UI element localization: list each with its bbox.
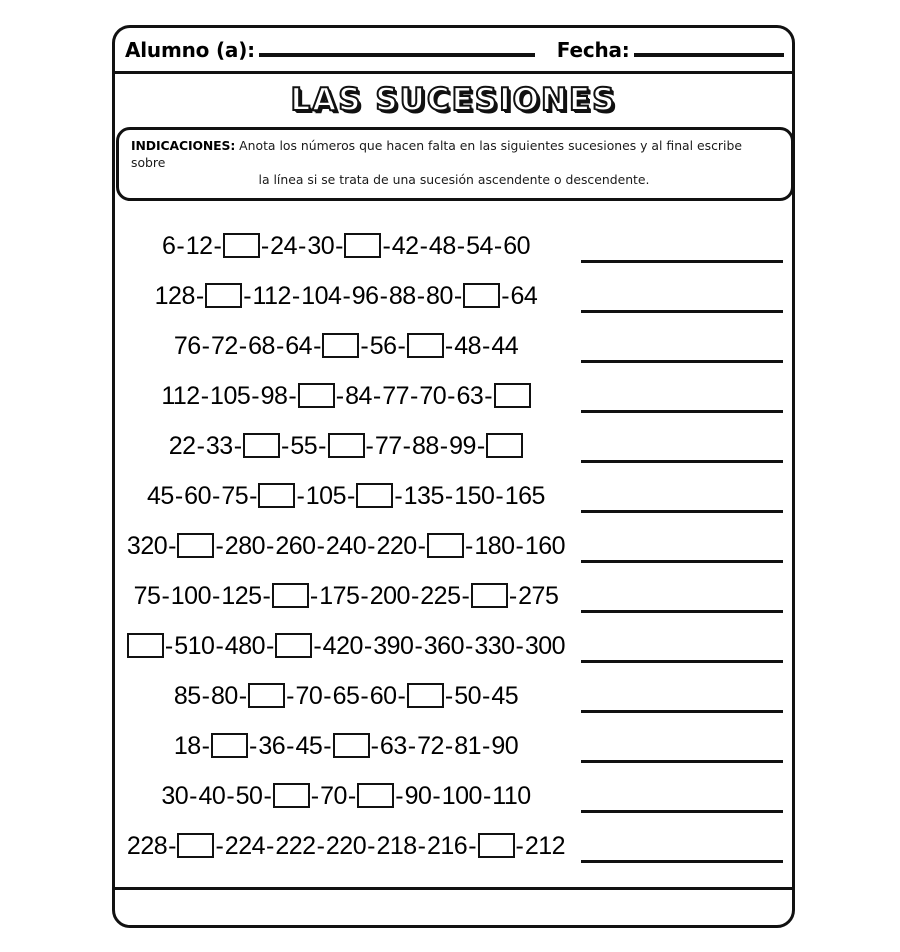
sequence-terms [115, 731, 577, 760]
sequence-number: 75 [221, 481, 249, 510]
sequence-separator: - [215, 831, 224, 860]
sequence-separator: - [243, 281, 252, 310]
sequence-number: 76 [173, 331, 201, 360]
sequence-terms [115, 781, 577, 810]
sequence-separator: - [432, 781, 441, 810]
sequence-separator: - [316, 531, 325, 560]
sequence-separator: - [444, 331, 454, 360]
answer-writing-line[interactable] [581, 410, 783, 413]
missing-number-box[interactable] [427, 533, 464, 558]
sequence-separator: - [365, 431, 374, 460]
sequence-separator: - [263, 781, 272, 810]
sequence-separator: - [360, 331, 369, 360]
sequence-separator: - [168, 831, 177, 860]
sequence-separator: - [281, 431, 290, 460]
missing-number-box[interactable] [463, 283, 500, 308]
sequence-number: 220 [325, 831, 367, 860]
sequence-number: 75 [133, 581, 161, 610]
sequence-row [115, 621, 792, 671]
sequence-number: 100 [441, 781, 482, 810]
sequence-number: 88 [388, 281, 416, 310]
sequence-number: 70 [295, 681, 323, 710]
sequence-separator: - [397, 681, 406, 710]
sequence-number: 45 [491, 681, 519, 710]
sequence-number: 64 [285, 331, 313, 360]
sequence-number: 6 [161, 231, 176, 260]
sequence-separator: - [266, 631, 275, 660]
answer-writing-line[interactable] [581, 560, 783, 563]
sequence-number: 60 [503, 231, 531, 260]
sequence-number: 390 [373, 631, 414, 660]
sequence-separator: - [233, 431, 243, 460]
sequence-number: 36 [258, 731, 286, 760]
sequence-separator: - [439, 431, 449, 460]
answer-writing-line[interactable] [581, 760, 783, 763]
sequence-terms [115, 381, 577, 410]
missing-number-box[interactable] [357, 783, 394, 808]
sequence-separator: - [493, 231, 503, 260]
sequence-number: 260 [275, 531, 316, 560]
sequence-list [115, 221, 792, 871]
sequence-separator: - [313, 631, 322, 660]
sequence-number: 224 [224, 831, 266, 860]
student-name-writing-line[interactable] [259, 53, 536, 57]
sequence-separator: - [363, 631, 373, 660]
sequence-number: 72 [210, 331, 238, 360]
sequence-number: 22 [168, 431, 196, 460]
sequence-terms [115, 831, 577, 860]
sequence-number: 225 [420, 581, 461, 610]
sequence-separator: - [266, 831, 275, 860]
sequence-separator: - [416, 281, 426, 310]
sequence-number: 90 [404, 781, 432, 810]
missing-number-box[interactable] [486, 433, 523, 458]
sequence-number: 228 [126, 831, 168, 860]
sequence-number: 110 [492, 781, 531, 810]
sequence-separator: - [174, 481, 184, 510]
sequence-number: 510 [174, 631, 215, 660]
sequence-separator: - [286, 731, 295, 760]
sequence-separator: - [316, 831, 325, 860]
sequence-separator: - [211, 581, 221, 610]
sequence-separator: - [484, 381, 493, 410]
missing-number-box[interactable] [322, 333, 359, 358]
sequence-row [115, 721, 792, 771]
instructions-box [116, 127, 794, 201]
sequence-number: 128 [154, 281, 195, 310]
sequence-separator: - [468, 831, 477, 860]
sequence-separator: - [262, 581, 271, 610]
sequence-terms [115, 281, 577, 310]
sequence-number: 99 [449, 431, 476, 460]
sequence-separator: - [444, 731, 454, 760]
sequence-number: 80 [426, 281, 453, 310]
sequence-separator: - [347, 481, 356, 510]
sequence-terms [115, 681, 577, 710]
sequence-number: 360 [423, 631, 464, 660]
missing-number-box[interactable] [223, 233, 260, 258]
sequence-row [115, 271, 792, 321]
sequence-separator: - [196, 431, 205, 460]
missing-number-box[interactable] [407, 683, 444, 708]
sequence-separator: - [476, 431, 486, 460]
sequence-separator: - [164, 631, 174, 660]
sequence-separator: - [286, 681, 295, 710]
missing-number-box[interactable] [478, 833, 515, 858]
sequence-number: 45 [295, 731, 323, 760]
sequence-number: 222 [275, 831, 316, 860]
sequence-terms [115, 581, 577, 610]
sequence-number: 40 [198, 781, 226, 810]
sequence-row [115, 521, 792, 571]
sequence-separator: - [249, 481, 258, 510]
sequence-number: 320 [126, 531, 168, 560]
answer-writing-line[interactable] [581, 810, 783, 813]
sequence-number: 280 [224, 531, 266, 560]
answer-writing-line[interactable] [581, 710, 783, 713]
sequence-separator: - [370, 731, 379, 760]
sequence-separator: - [291, 281, 301, 310]
sequence-separator: - [410, 381, 419, 410]
sequence-number: 100 [170, 581, 211, 610]
date-label: Fecha: [556, 37, 630, 62]
sequence-terms [115, 231, 577, 260]
sequence-separator: - [407, 731, 417, 760]
sequence-row [115, 471, 792, 521]
sequence-separator: - [419, 231, 428, 260]
sequence-row [115, 771, 792, 821]
sequence-separator: - [275, 331, 285, 360]
sequence-separator: - [226, 781, 235, 810]
sequence-number: 84 [345, 381, 372, 410]
answer-writing-line[interactable] [581, 510, 783, 513]
sequence-row [115, 421, 792, 471]
sequence-number: 160 [524, 531, 566, 560]
sequence-number: 480 [224, 631, 266, 660]
sequence-number: 12 [185, 231, 213, 260]
sequence-separator: - [456, 231, 466, 260]
sequence-number: 240 [325, 531, 367, 560]
sequence-number: 70 [320, 781, 347, 810]
sequence-row [115, 221, 792, 271]
sequence-number: 90 [491, 731, 519, 760]
sequence-separator: - [394, 481, 403, 510]
sequence-number: 48 [428, 231, 456, 260]
sequence-separator: - [215, 631, 224, 660]
sequence-separator: - [248, 731, 258, 760]
sequence-number: 65 [332, 681, 360, 710]
sequence-separator: - [335, 381, 345, 410]
sequence-separator: - [515, 831, 524, 860]
sequence-separator: - [195, 281, 205, 310]
sequence-number: 96 [351, 281, 379, 310]
sequence-number: 150 [454, 481, 495, 510]
sequence-separator: - [238, 681, 248, 710]
sequence-number: 165 [504, 481, 545, 510]
sequence-number: 80 [210, 681, 238, 710]
sequence-number: 216 [426, 831, 468, 860]
sequence-number: 88 [411, 431, 439, 460]
sequence-number: 212 [524, 831, 566, 860]
missing-number-box[interactable] [356, 483, 393, 508]
missing-number-box[interactable] [273, 783, 310, 808]
sequence-number: 175 [319, 581, 360, 610]
sequence-number: 220 [376, 531, 417, 560]
student-date-header [115, 28, 792, 71]
sequence-number: 60 [184, 481, 211, 510]
sequence-separator: - [501, 281, 510, 310]
sequence-number: 48 [454, 331, 482, 360]
sequence-number: 24 [270, 231, 297, 260]
missing-number-box[interactable] [298, 383, 335, 408]
sequence-number: 104 [301, 281, 342, 310]
sequence-separator: - [417, 531, 426, 560]
sequence-number: 81 [454, 731, 482, 760]
sequence-number: 330 [474, 631, 515, 660]
sequence-separator: - [367, 831, 376, 860]
sequence-number: 105 [210, 381, 251, 410]
student-name-label: Alumno (a): [125, 37, 255, 62]
sequence-separator: - [309, 581, 319, 610]
sequence-separator: - [342, 281, 351, 310]
sequence-number: 64 [510, 281, 538, 310]
sequence-number: 63 [456, 381, 484, 410]
sequence-separator: - [211, 481, 221, 510]
sequence-terms [115, 481, 577, 510]
answer-writing-line[interactable] [581, 360, 783, 363]
sequence-separator: - [382, 231, 391, 260]
missing-number-box[interactable] [328, 433, 365, 458]
title-container [115, 74, 792, 126]
worksheet-sheet [112, 25, 795, 928]
sequence-separator: - [260, 231, 270, 260]
missing-number-box[interactable] [272, 583, 309, 608]
sequence-separator: - [508, 581, 518, 610]
sequence-number: 50 [454, 681, 482, 710]
sequence-number: 77 [382, 381, 410, 410]
sequence-number: 50 [235, 781, 263, 810]
sequence-number: 63 [379, 731, 407, 760]
sequence-separator: - [360, 581, 369, 610]
sequence-row [115, 371, 792, 421]
missing-number-box[interactable] [177, 833, 214, 858]
sequence-number: 135 [403, 481, 444, 510]
sequence-number: 85 [173, 681, 201, 710]
sequence-number: 33 [205, 431, 233, 460]
sequence-separator: - [395, 781, 404, 810]
sequence-number: 18 [173, 731, 201, 760]
sequence-separator: - [201, 681, 210, 710]
date-writing-line[interactable] [634, 53, 784, 57]
sequence-separator: - [168, 531, 177, 560]
instructions-text [131, 137, 777, 188]
sequence-separator: - [323, 681, 332, 710]
sequence-number: 112 [252, 281, 291, 310]
missing-number-box[interactable] [407, 333, 444, 358]
instructions-lead-label: INDICACIONES: [131, 138, 236, 153]
missing-number-box[interactable] [243, 433, 280, 458]
sequence-separator: - [323, 731, 332, 760]
answer-writing-line[interactable] [581, 260, 783, 263]
sequence-number: 54 [466, 231, 493, 260]
sequence-separator: - [482, 331, 491, 360]
sequence-separator: - [360, 681, 369, 710]
sequence-number: 180 [474, 531, 515, 560]
sequence-number: 60 [369, 681, 397, 710]
sequence-number: 420 [322, 631, 363, 660]
sequence-number: 30 [307, 231, 335, 260]
sequence-separator: - [495, 481, 504, 510]
sequence-separator: - [251, 381, 260, 410]
sequence-separator: - [335, 231, 344, 260]
sequence-number: 275 [518, 581, 559, 610]
sequence-separator: - [347, 781, 357, 810]
sequence-separator: - [296, 481, 305, 510]
sequence-separator: - [189, 781, 198, 810]
sequence-number: 77 [374, 431, 402, 460]
sequence-number: 72 [417, 731, 444, 760]
sequence-separator: - [417, 831, 426, 860]
sequence-separator: - [461, 581, 470, 610]
missing-number-box[interactable] [471, 583, 508, 608]
sequence-number: 30 [161, 781, 189, 810]
sequence-number: 125 [221, 581, 262, 610]
answer-writing-line[interactable] [581, 460, 783, 463]
sequence-number: 218 [376, 831, 417, 860]
sequence-row [115, 571, 792, 621]
sequence-separator: - [447, 381, 456, 410]
missing-number-box[interactable] [248, 683, 285, 708]
sequence-separator: - [201, 331, 210, 360]
sequence-number: 68 [248, 331, 275, 360]
sequence-number: 112 [161, 381, 200, 410]
sequence-separator: - [266, 531, 275, 560]
sequence-separator: - [200, 381, 210, 410]
instructions-body-1: Anota los números que hacen falta en las siguientes sucesiones y al final escribe sobre [131, 138, 742, 170]
missing-number-box[interactable] [344, 233, 381, 258]
sequence-separator: - [444, 681, 454, 710]
sequence-number: 55 [290, 431, 318, 460]
answer-writing-line[interactable] [581, 660, 783, 663]
sequence-separator: - [397, 331, 406, 360]
sequence-separator: - [414, 631, 423, 660]
sequence-number: 70 [419, 381, 447, 410]
sequence-number: 98 [260, 381, 288, 410]
sequence-terms [115, 631, 577, 660]
sequence-number: 200 [369, 581, 410, 610]
sequence-number: 56 [369, 331, 397, 360]
sequence-row [115, 821, 792, 871]
sequence-terms [115, 531, 577, 560]
sequence-separator: - [297, 231, 307, 260]
sequence-row [115, 321, 792, 371]
missing-number-box[interactable] [205, 283, 242, 308]
sequence-number: 105 [305, 481, 346, 510]
sequence-separator: - [288, 381, 297, 410]
missing-number-box[interactable] [494, 383, 531, 408]
sequence-number: 300 [524, 631, 566, 660]
sequence-separator: - [310, 781, 320, 810]
sequence-separator: - [238, 331, 248, 360]
answer-writing-line[interactable] [581, 310, 783, 313]
sequence-row [115, 671, 792, 721]
sequence-separator: - [176, 231, 185, 260]
sequence-separator: - [367, 531, 376, 560]
sequence-separator: - [161, 581, 170, 610]
sequence-separator: - [372, 381, 382, 410]
missing-number-box[interactable] [211, 733, 248, 758]
sequence-separator: - [313, 331, 322, 360]
sequence-number: 45 [147, 481, 174, 510]
sequence-separator: - [464, 631, 474, 660]
page-title: LAS SUCESIONES [290, 82, 617, 118]
sequence-separator: - [482, 731, 491, 760]
missing-number-box[interactable] [127, 633, 164, 658]
footer-divider [115, 887, 792, 890]
sequence-separator: - [201, 731, 210, 760]
sequence-separator: - [482, 681, 491, 710]
sequence-separator: - [318, 431, 327, 460]
sequence-separator: - [515, 531, 524, 560]
sequence-separator: - [464, 531, 474, 560]
instructions-line-1 [131, 137, 777, 171]
sequence-separator: - [402, 431, 411, 460]
sequence-terms [115, 331, 577, 360]
answer-writing-line[interactable] [581, 860, 783, 863]
sequence-number: 42 [391, 231, 419, 260]
missing-number-box[interactable] [258, 483, 295, 508]
sequence-separator: - [515, 631, 524, 660]
sequence-separator: - [482, 781, 492, 810]
sequence-separator: - [453, 281, 463, 310]
sequence-terms [115, 431, 577, 460]
sequence-number: 44 [491, 331, 519, 360]
missing-number-box[interactable] [275, 633, 312, 658]
sequence-separator: - [379, 281, 388, 310]
sequence-separator: - [213, 231, 222, 260]
sequence-separator: - [410, 581, 420, 610]
sequence-separator: - [444, 481, 454, 510]
missing-number-box[interactable] [177, 533, 214, 558]
instructions-line-2: la línea si se trata de una sucesión ascendente o descendente. [258, 172, 650, 187]
sequence-separator: - [215, 531, 224, 560]
missing-number-box[interactable] [333, 733, 370, 758]
answer-writing-line[interactable] [581, 610, 783, 613]
